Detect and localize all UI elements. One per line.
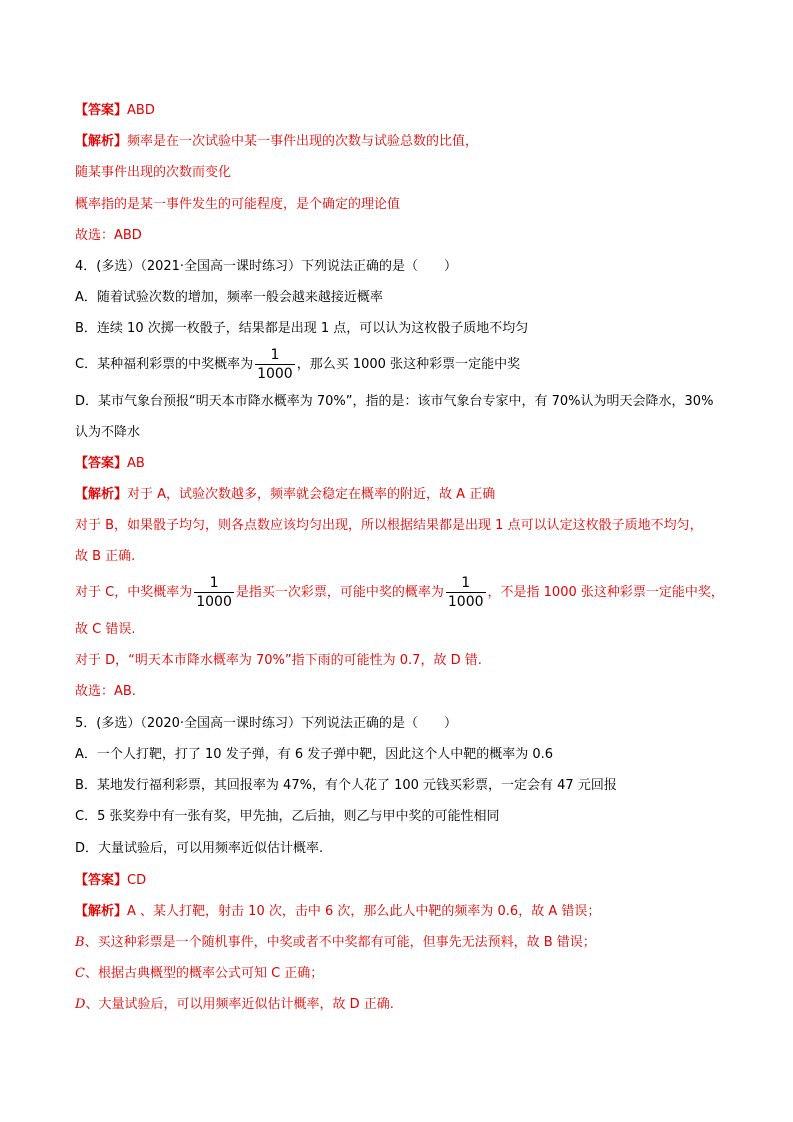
answer-label: 【答案】 [75,873,128,888]
explanation-text-mid: 是指买一次彩票，可能中奖的概率为 [235,585,444,600]
answer-value: CD [127,873,147,888]
question-5-option-b: B．某地发行福利彩票，其回报率为 47%，有个人花了 100 元钱买彩票，一定会有 47 元回报 [75,778,617,793]
explanation-2-line-3: 故 B 正确. [75,549,136,564]
option-letter: C [75,966,85,981]
explanation-1-line-4: 故选：ABD [75,228,142,243]
explanation-1-line-1 [75,134,478,150]
explanation-label: 【解析】 [75,904,128,919]
explanation-3-line-3 [75,966,323,982]
answer-label: 【答案】 [75,456,128,471]
answer-1 [75,103,155,119]
answer-value: ABD [127,103,155,118]
fraction [446,574,486,611]
explanation-text: A 、某人打靶，射击 10 次，击中 6 次，那么此人中靶的频率为 0.6，故 A 错误； [127,904,601,919]
explanation-text: 、大量试验后，可以用频率近似估计概率，故 D 正确. [85,997,394,1012]
explanation-3-line-1 [75,904,600,920]
option-c-text: C．某种福利彩票的中奖概率为 [75,357,254,372]
explanation-label: 【解析】 [75,134,128,149]
answer-value: AB [127,456,145,471]
fraction [194,574,234,611]
question-5-option-d: D．大量试验后，可以用频率近似估计概率. [75,841,324,856]
explanation-text: 对于 C，中奖概率为 [75,585,193,600]
question-4-stem: 4．(多选）（2021·全国高一课时练习）下列说法正确的是（ ） [75,259,458,274]
question-5-option-a: A．一个人打靶，打了 10 发子弹，有 6 发子弹中靶，因此这个人中靶的概率为 0.6 [75,747,554,762]
explanation-2-line-5: 故 C 错误. [75,622,136,637]
question-4-option-c [75,346,520,383]
answer-2 [75,456,145,472]
option-letter: D [75,997,86,1012]
fraction [255,346,295,383]
fraction-denominator: 1000 [447,594,484,610]
explanation-2-line-6: 对于 D，“明天本市降水概率为 70%”指下雨的可能性为 0.7，故 D 错. [75,653,482,668]
question-5-stem: 5．(多选）（2020·全国高一课时练习）下列说法正确的是（ ） [75,716,458,731]
question-4-option-a: A．随着试验次数的增加，频率一般会越来越接近概率 [75,290,383,305]
explanation-3-line-2 [75,935,596,951]
explanation-2-line-2: 对于 B，如果骰子均匀，则各点数应该均匀出现，所以根据结果都是出现 1 点可以认定这枚骰子质地不均匀， [75,518,703,533]
explanation-2-line-4 [75,574,724,611]
explanation-2-line-7: 故选：AB. [75,684,136,699]
option-letter: B [75,935,85,950]
answer-label: 【答案】 [75,103,128,118]
explanation-label: 【解析】 [75,487,128,502]
explanation-text: 、买这种彩票是一个随机事件，中奖或者不中奖都有可能，但事先无法预料，故 B 错误； [84,935,596,950]
question-4-option-d-line-1: D．某市气象台预报“明天本市降水概率为 70%”，指的是：该市气象台专家中，有 70%认为明天会降水，30% [75,394,714,409]
question-4-option-d-line-2: 认为不降水 [75,425,141,440]
fraction-numerator: 1 [209,575,219,591]
explanation-text: 频率是在一次试验中某一事件出现的次数与试验总数的比值， [127,134,479,149]
explanation-1-line-3: 概率指的是某一事件发生的可能程度，是个确定的理论值 [75,197,401,212]
explanation-1-line-2: 随某事件出现的次数而变化 [75,165,232,180]
fraction-denominator: 1000 [196,594,232,610]
fraction-numerator: 1 [461,575,471,591]
question-4-option-b: B．连续 10 次掷一枚骰子，结果都是出现 1 点，可以认为这枚骰子质地不均匀 [75,321,529,336]
explanation-2-line-1 [75,487,495,503]
explanation-text: 对于 A，试验次数越多，频率就会稳定在概率的附近，故 A 正确 [127,487,496,502]
question-5-option-c: C．5 张奖券中有一张有奖，甲先抽，乙后抽，则乙与甲中奖的可能性相同 [75,809,500,824]
fraction-denominator: 1000 [257,366,293,382]
explanation-text: 、根据古典概型的概率公式可知 C 正确； [84,966,324,981]
option-c-text-post: ，那么买 1000 张这种彩票一定能中奖 [296,357,521,372]
answer-3 [75,873,146,889]
fraction-numerator: 1 [270,347,280,363]
explanation-3-line-4 [75,997,394,1013]
explanation-text-post: ，不是指 1000 张这种彩票一定能中奖， [487,585,724,600]
